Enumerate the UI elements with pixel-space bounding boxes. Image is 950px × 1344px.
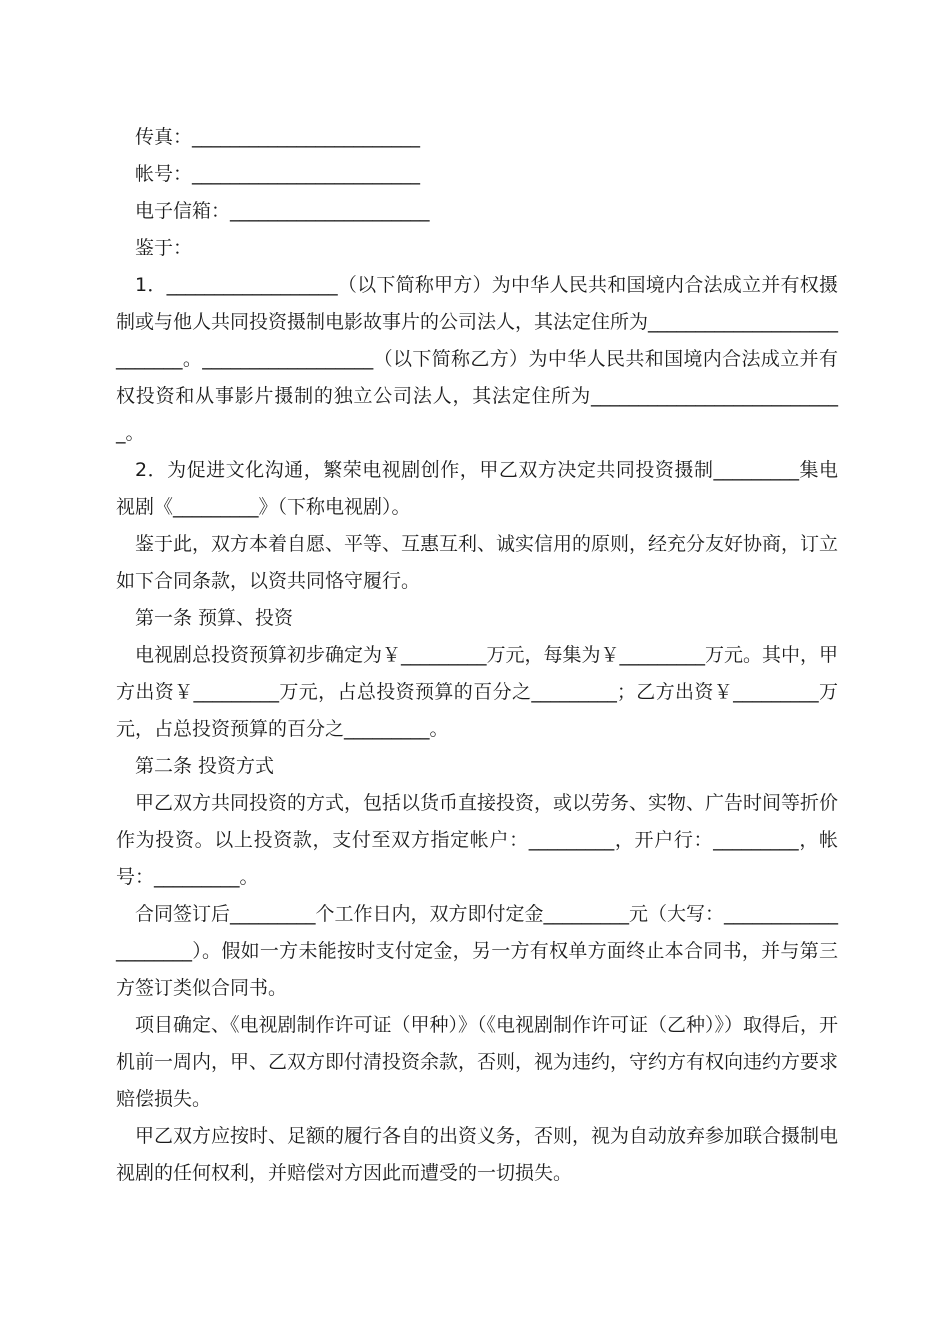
article-1-body: 电视剧总投资预算初步确定为￥_________万元，每集为￥_________万元。其中，甲方出资￥_________万元，占总投资预算的百分之_________；乙方出资￥_________万元，占总投资预算的百分之_________。 — [116, 644, 839, 740]
clause-2-paragraph: 2．为促进文化沟通，繁荣电视剧创作，甲乙双方决定共同投资摄制_________集电视剧《_________》（下称电视剧）。 — [116, 459, 838, 518]
fax-line: 传真：________________________ — [135, 126, 421, 148]
whereas-heading: 鉴于： — [135, 237, 193, 259]
article-2-body: 甲乙双方共同投资的方式，包括以货币直接投资，或以劳务、实物、广告时间等折价作为投资。以上投资款，支付至双方指定帐户：_________，开户行：_________，帐号：_________。 — [116, 792, 839, 888]
article-2-title: 第二条 投资方式 — [135, 755, 275, 777]
document-body — [116, 119, 838, 1192]
account-line: 帐号：________________________ — [135, 163, 421, 185]
clause-1-paragraph: 1．__________________（以下简称甲方）为中华人民共和国境内合法成立并有权摄制或与他人共同投资摄制电影故事片的公司法人，其法定住所为___________________________。__________________（以下简称乙方）为中华人民共和国境内合法成立并有权投资和从事影片摄制的独立公司法人，其法定住所为___________________________。 — [116, 274, 839, 444]
deposit-paragraph: 合同签订后_________个工作日内，双方即付定金_________元（大写：____________________）。假如一方未能按时支付定金，另一方有权单方面终止本合同书，并与第三方签订类似合同书。 — [116, 903, 839, 999]
email-line: 电子信箱：_____________________ — [135, 200, 430, 222]
obligation-paragraph: 甲乙双方应按时、足额的履行各自的出资义务，否则，视为自动放弃参加联合摄制电视剧的任何权利，并赔偿对方因此而遭受的一切损失。 — [116, 1125, 839, 1184]
whereas-conclusion-paragraph: 鉴于此，双方本着自愿、平等、互惠互利、诚实信用的原则，经充分友好协商，订立如下合同条款，以资共同恪守履行。 — [116, 533, 839, 592]
balance-paragraph: 项目确定、《电视剧制作许可证（甲种）》（《电视剧制作许可证（乙种）》）取得后，开机前一周内，甲、乙双方即付清投资余款，否则，视为违约，守约方有权向违约方要求赔偿损失。 — [116, 1014, 839, 1110]
article-1-title: 第一条 预算、投资 — [135, 607, 294, 629]
